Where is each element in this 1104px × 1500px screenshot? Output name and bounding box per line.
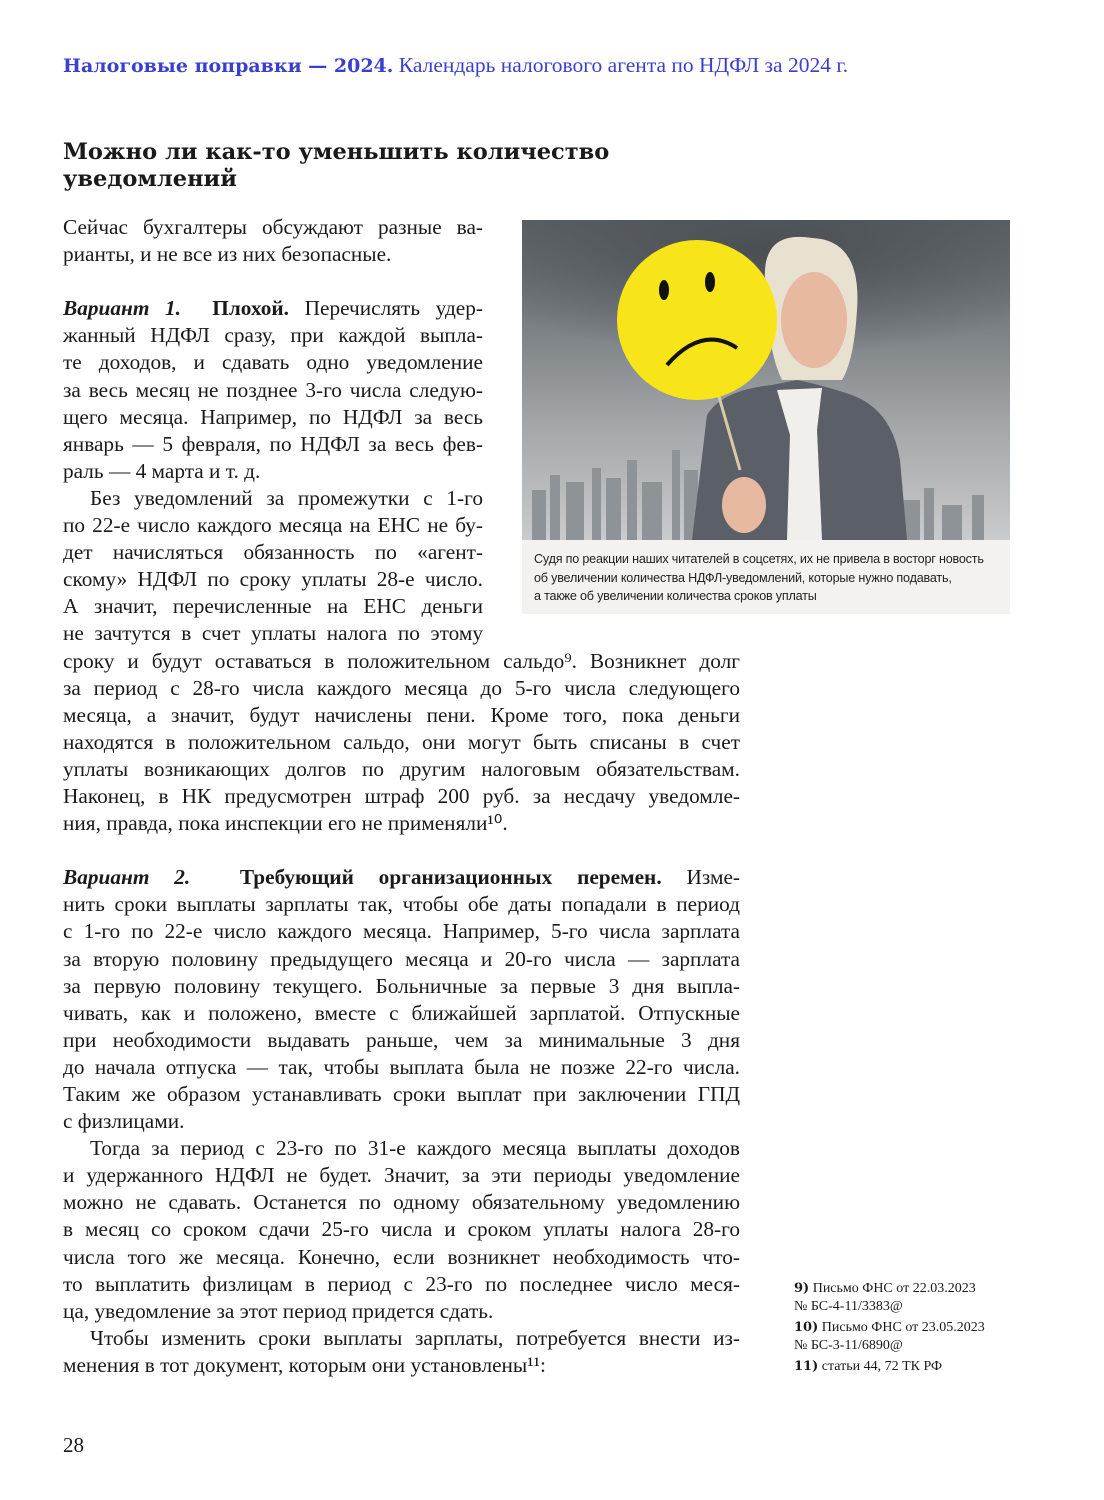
footnote-line <box>794 1280 1054 1298</box>
text-line: за вторую половину предыдущего месяца и 20-го числа — зарплата <box>63 946 740 971</box>
text-line: Наконец, в НК предусмотрен штраф 200 руб. за несдачу уведомле- <box>63 783 740 808</box>
text-line: по 22-е число каждого месяца на ЕНС не бу- <box>63 513 483 538</box>
text-line: менения в тот документ, которым они установлены¹¹: <box>63 1352 546 1377</box>
text-line: месяца, а значит, будут начислены пени. Кроме того, пока деньги <box>63 702 740 727</box>
paragraph-gap <box>63 837 740 864</box>
footnote-number: 11) <box>794 1359 819 1374</box>
footnote-text: Письмо ФНС от 22.03.2023 <box>812 1281 976 1296</box>
text-line: чивать, как и положено, вместе с ближайшей зарплатой. Отпускные <box>63 1000 740 1025</box>
footnote-text: № БС-3-11/6890@ <box>794 1337 903 1353</box>
section-heading: Можно ли как-то уменьшить количество уведомлений <box>63 139 610 192</box>
text-line: в месяц со сроком сдачи 25-го числа и сроком уплаты налога 28-го <box>63 1217 740 1242</box>
text-line: Тогда за период с 23-го по 31-е каждого месяца выплаты доходов <box>90 1136 740 1161</box>
line-text: Изме- <box>686 865 741 890</box>
text-line: Чтобы изменить сроки выплаты зарплаты, потребуется внести из- <box>90 1325 740 1350</box>
text-line: рианты, и не все из них безопасные. <box>63 242 392 267</box>
text-line: не зачтутся в счет уплаты налога по этому <box>63 621 483 646</box>
text-line: и удержанного НДФЛ не будет. Значит, за эти периоды уведомление <box>63 1163 740 1188</box>
caption-line: об увеличении количества НДФЛ-уведомлений, которые нужно подавать, <box>534 570 952 585</box>
paragraph <box>63 864 740 1135</box>
paragraph <box>63 1135 740 1325</box>
paragraph <box>63 1325 740 1379</box>
text-line: Сейчас бухгалтеры обсуждают разные ва- <box>63 215 483 239</box>
footnote-line <box>794 1319 1054 1337</box>
footnote <box>794 1319 1054 1354</box>
footnotes <box>794 1280 1054 1380</box>
footnote-number: 9) <box>794 1281 810 1296</box>
caption-line: Судя по реакции наших читателей в соцсетях, их не привела в восторг новость <box>534 552 984 566</box>
text-line: находятся в положительном сальдо, они могут быть списаны в счет <box>63 729 740 754</box>
text-line: нить сроки выплаты зарплаты так, чтобы обе даты попадали в период <box>63 892 740 917</box>
text-line: Таким же образом устанавливать сроки выплат при заключении ГПД <box>63 1082 740 1106</box>
header-title: Календарь налогового агента по НДФЛ за 2024 г. <box>398 53 849 77</box>
text-line: с физлицами. <box>63 1109 185 1134</box>
text-line: за первую половину текущего. Больничные за первые 3 дня выпла- <box>63 973 740 998</box>
text-line: то выплатить физлицам в период с 23-го по последнее число меся- <box>63 1271 740 1296</box>
footnote <box>794 1358 1054 1376</box>
text-line: ния, правда, пока инспекции его не применяли¹⁰. <box>63 811 508 836</box>
text-line: при необходимости выдавать раньше, чем за минимальные 3 дня <box>63 1027 740 1052</box>
text-line: ца, уведомление за этот период придется сдать. <box>63 1298 494 1323</box>
text-line: январь — 5 февраля, по НДФЛ за весь фев- <box>63 431 483 456</box>
text-line: до начала отпуска — так, чтобы выплата была не позже 22-го числа. <box>63 1054 740 1079</box>
running-header <box>63 53 848 78</box>
text-line: дет начисляться обязанность по «агент- <box>63 540 483 565</box>
text-line: жанный НДФЛ сразу, при каждой выпла- <box>63 323 483 348</box>
text-line: за период с 28-го числа каждого месяца до 5-го числа следующего <box>63 675 740 700</box>
text-line: за весь месяц не позднее 3-го числа следую- <box>63 377 483 402</box>
text-line: числа того же месяца. Конечно, если возникнет необходимость что- <box>63 1244 740 1269</box>
footnote-line <box>794 1298 1054 1316</box>
text-line: с 1-го по 22-е число каждого месяца. Например, 5-го числа зарплата <box>63 919 740 944</box>
text-line: раль — 4 марта и т. д. <box>63 458 261 483</box>
footnote-line <box>794 1358 1054 1376</box>
text-line <box>63 295 483 322</box>
header-section: Налоговые поправки — 2024. <box>63 55 394 77</box>
footnote-text: статьи 44, 72 ТК РФ <box>821 1359 943 1374</box>
text-line: сроку и будут оставаться в положительном сальдо⁹. Возникнет долг <box>63 648 740 673</box>
variant-title: Плохой. <box>212 296 289 321</box>
text-line: Без уведомлений за промежутки с 1-го <box>90 485 483 510</box>
page-number: 28 <box>63 1433 84 1457</box>
text-line: те доходов, и сдавать одно уведомление <box>63 350 483 375</box>
text-line: А значит, перечисленные на ЕНС деньги <box>63 594 483 619</box>
article-photo <box>522 220 1010 540</box>
photo-caption <box>522 540 1010 614</box>
sad-smiley-woman-image <box>522 220 1010 540</box>
variant-label: Вариант 2. <box>63 865 191 890</box>
variant-label: Вариант 1. <box>63 296 181 321</box>
caption-line: а также об увеличении количества сроков уплаты <box>534 589 817 603</box>
footnote-number: 10) <box>794 1320 819 1335</box>
line-text: Перечислять удер- <box>304 296 483 321</box>
text-line: можно не сдавать. Останется по одному обязательному уведомлению <box>63 1190 740 1215</box>
footnote <box>794 1280 1054 1315</box>
footnote-line <box>794 1337 1054 1355</box>
footnote-text: № БС-4-11/3383@ <box>794 1298 903 1314</box>
footnote-text: Письмо ФНС от 23.05.2023 <box>821 1320 985 1335</box>
text-line: скому» НДФЛ по сроку уплаты 28-е число. <box>63 567 483 592</box>
text-line: уплаты возникающих долгов по другим налоговым обязательствам. <box>63 756 740 781</box>
text-line <box>63 864 740 891</box>
variant-title: Требующий организационных перемен. <box>239 865 662 890</box>
text-line: щего месяца. Например, по НДФЛ за весь <box>63 404 483 429</box>
